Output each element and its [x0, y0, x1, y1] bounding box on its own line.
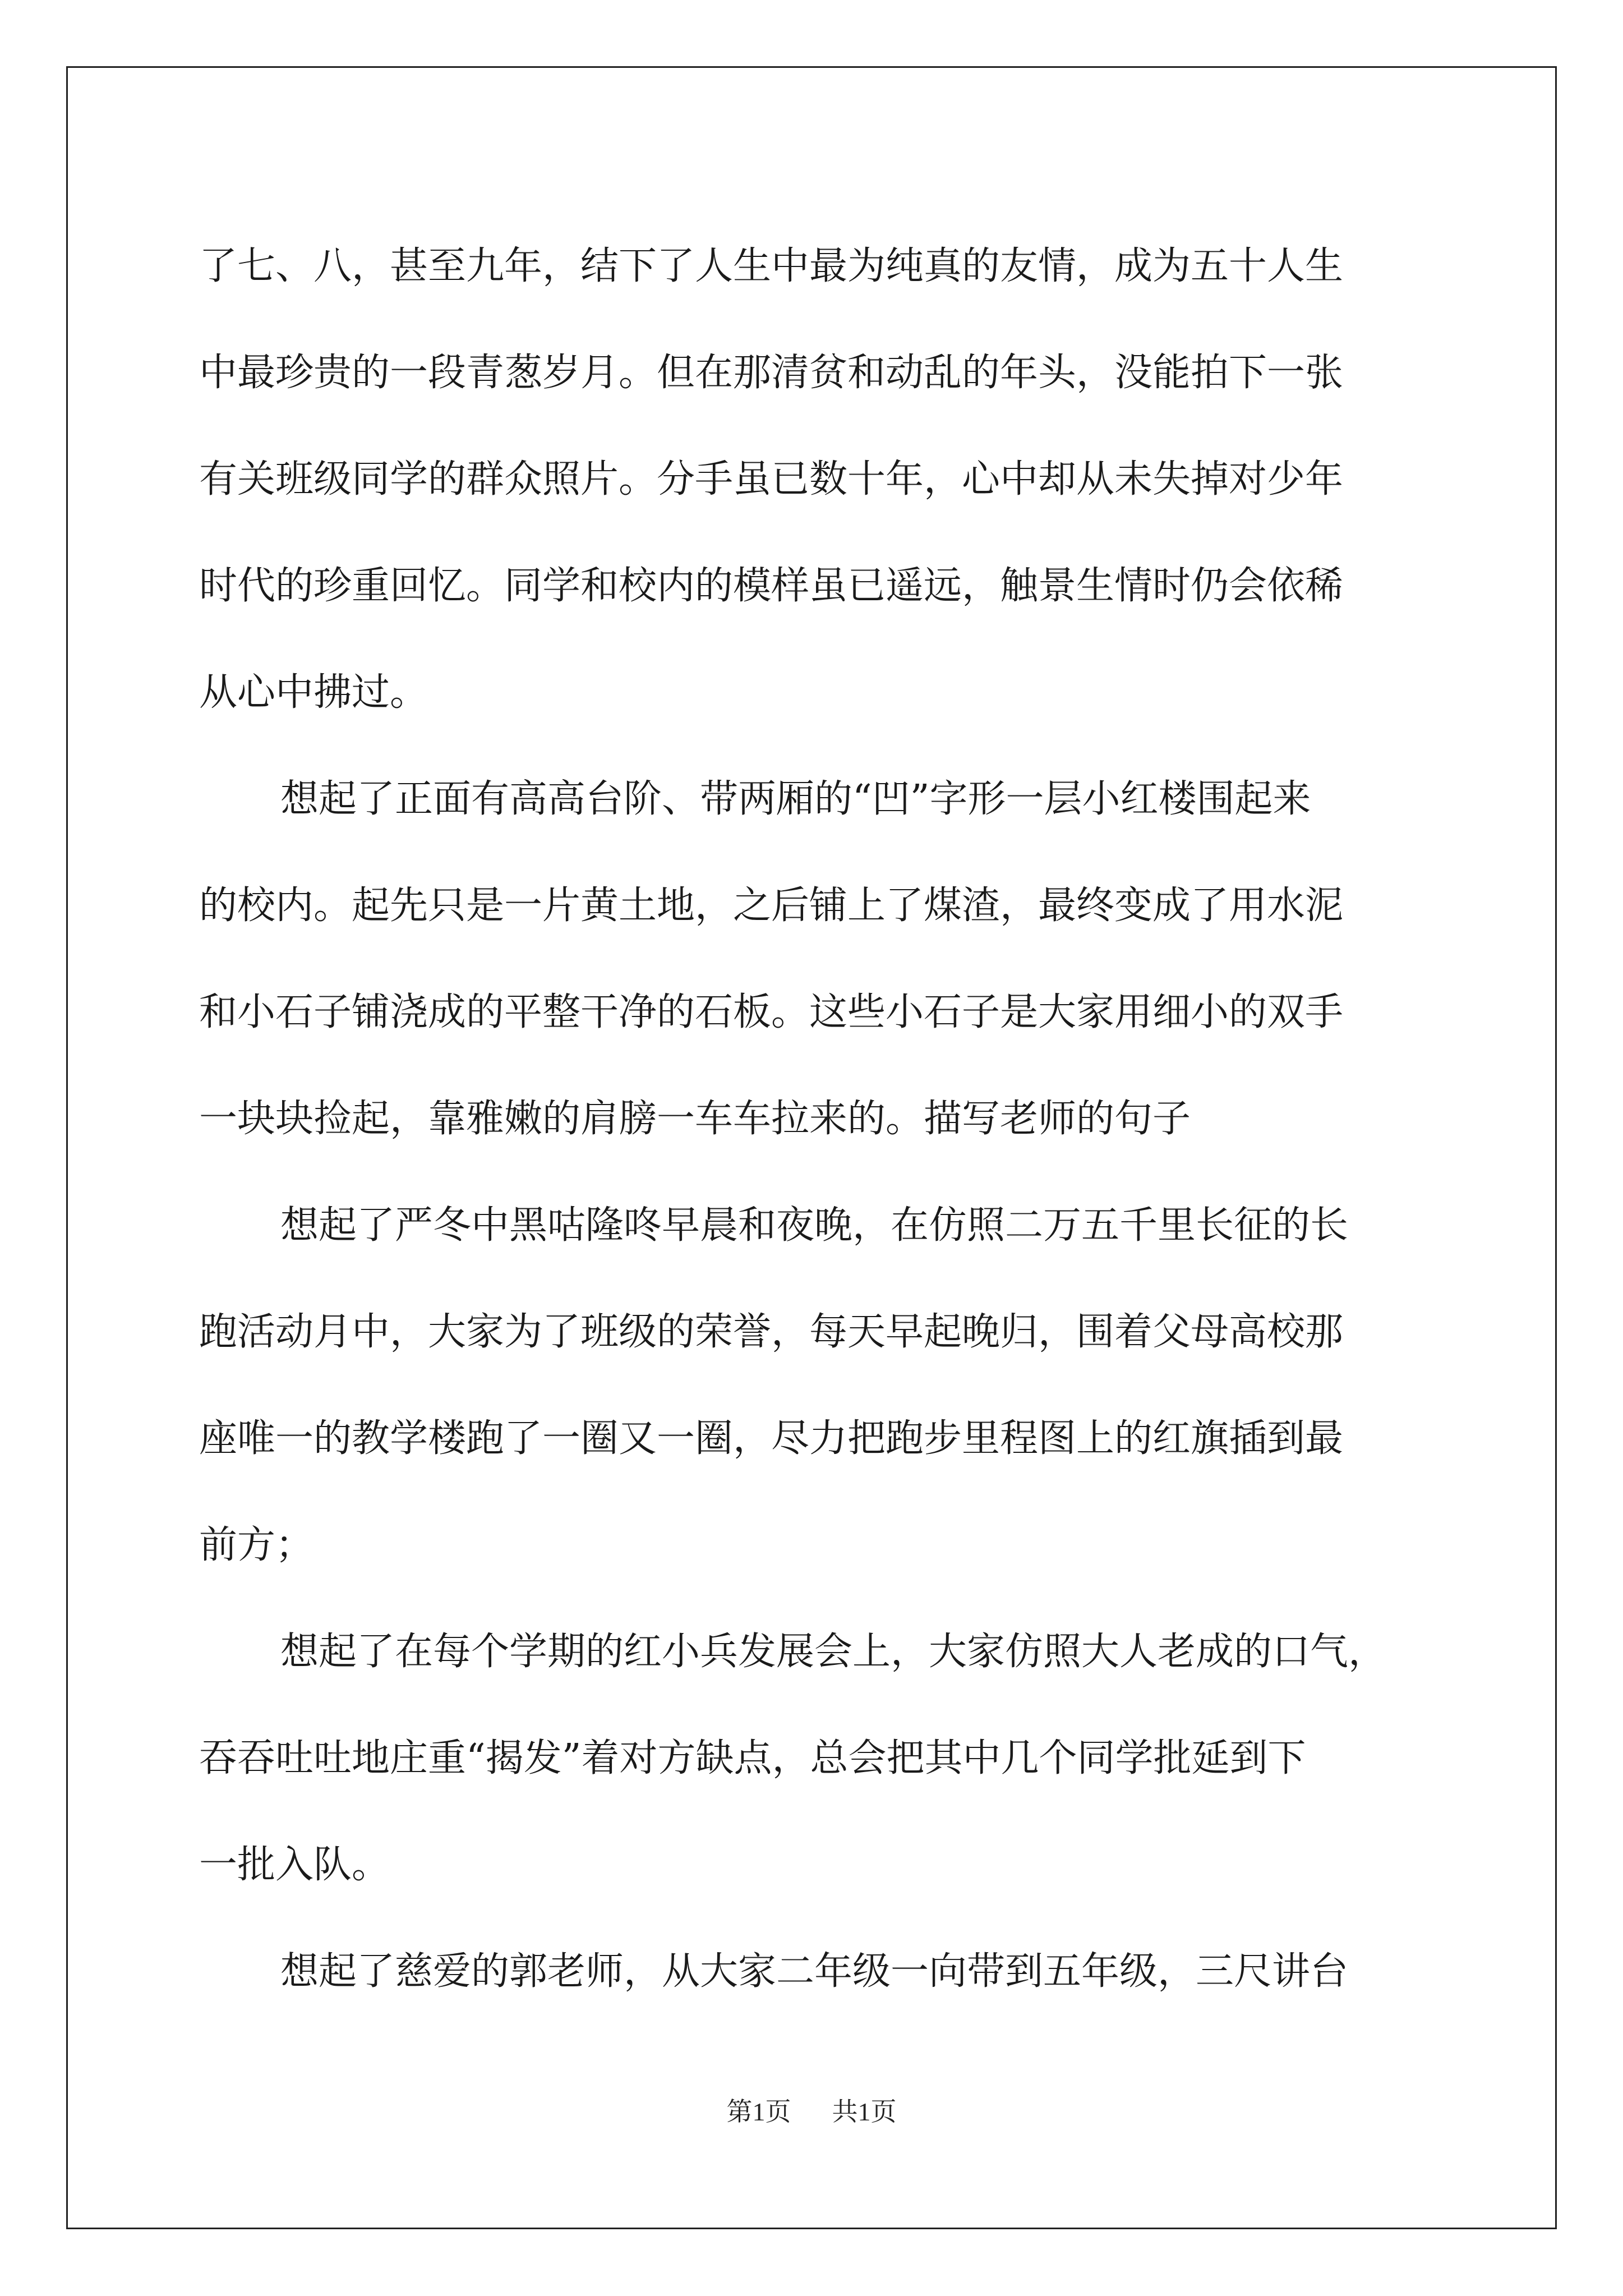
text-line: 中最珍贵的一段青葱岁月。但在那清贫和动乱的年头，没能拍下一张: [199, 351, 1344, 395]
text-line: 时代的珍重回忆。同学和校内的模样虽已遥远，触景生情时仍会依稀: [199, 564, 1344, 608]
document-body: [199, 213, 1433, 2025]
paragraph-start-line: 想起了严冬中黑咕隆咚早晨和夜晚，在仿照二万五千里长征的长: [280, 1203, 1349, 1248]
text-line: 了七、八，甚至九年，结下了人生中最为纯真的友情，成为五十人生: [199, 244, 1344, 288]
text-line: 一批入队。: [199, 1843, 390, 1887]
text-line: 吞吞吐吐地庄重“揭发”着对方缺点，总会把其中几个同学批延到下: [199, 1736, 1306, 1780]
text-line: 跑活动月中，大家为了班级的荣誉，每天早起晚归，围着父母高校那: [199, 1310, 1344, 1354]
paragraph-start-line: 想起了在每个学期的红小兵发展会上，大家仿照大人老成的口气，: [280, 1630, 1387, 1674]
text-line: 和小石子铺浇成的平整干净的石板。这些小石子是大家用细小的双手: [199, 990, 1344, 1034]
paragraph-start-line: 想起了慈爱的郭老师，从大家二年级一向带到五年级，三尺讲台: [280, 1949, 1349, 1994]
text-line: 前方；: [199, 1523, 314, 1567]
text-line: 有关班级同学的群众照片。分手虽已数十年，心中却从未失掉对少年: [199, 457, 1344, 501]
text-line: 的校内。起先只是一片黄土地，之后铺上了煤渣，最终变成了用水泥: [199, 884, 1344, 928]
text-line: 座唯一的教学楼跑了一圈又一圈，尽力把跑步里程图上的红旗插到最: [199, 1416, 1344, 1461]
page-number-current: 第1页: [726, 2097, 791, 2126]
paragraph-start-line: 想起了正面有高高台阶、带两厢的“凹”字形一层小红楼围起来: [280, 777, 1311, 821]
page-footer: [0, 2091, 1623, 2128]
text-line: 从心中拂过。: [199, 670, 428, 715]
text-line: 一块块捡起，靠雅嫩的肩膀一车车拉来的。描写老师的句子: [199, 1097, 1191, 1141]
page-number-total: 共1页: [832, 2097, 897, 2126]
